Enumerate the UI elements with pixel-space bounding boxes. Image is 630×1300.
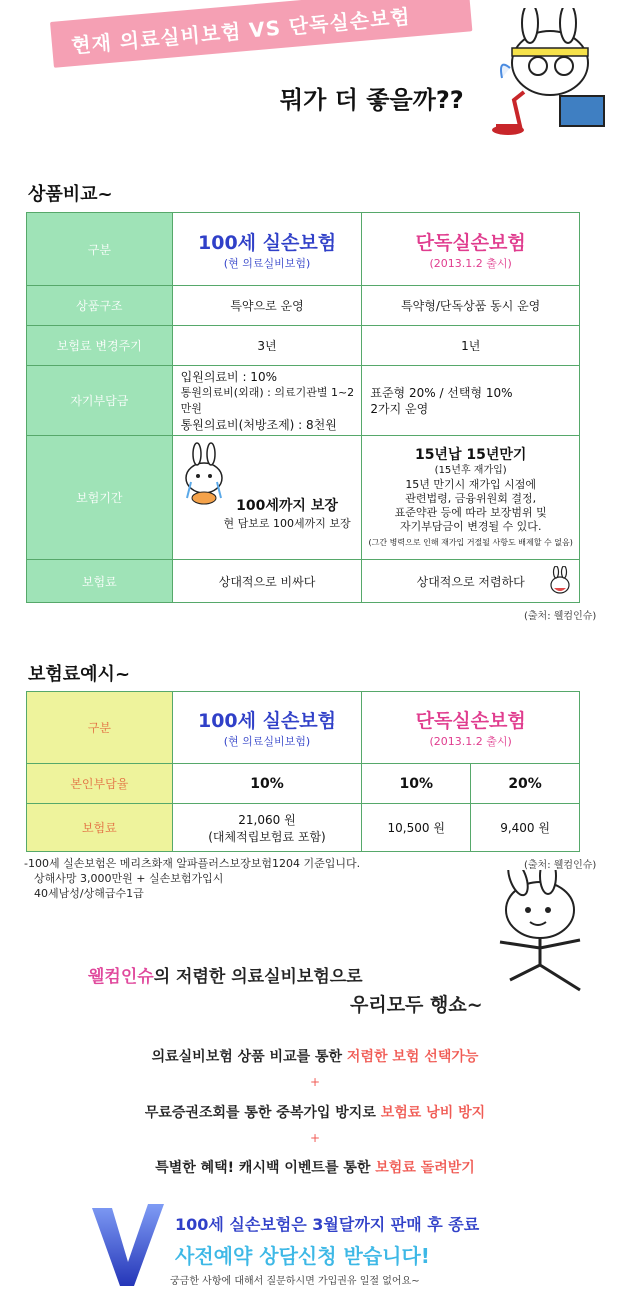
- period-b: [362, 436, 580, 560]
- structure-b: 특약형/단독상품 동시 운영: [362, 286, 580, 326]
- header-banner-text: 현재 의료실비보험 VS 단독실손보험: [70, 4, 412, 58]
- row-label-change-cycle: 보험료 변경주기: [27, 326, 173, 366]
- benefit-accent: 보험료 낭비 방지: [380, 1105, 486, 1121]
- premium-a: 상대적으로 비싸다: [172, 560, 362, 603]
- period-b-line: 15년 만기시 재가입 시점에: [405, 477, 537, 491]
- benefit-accent: 보험료 돌려받기: [375, 1160, 475, 1176]
- checkmark-v-icon: [88, 1200, 168, 1290]
- copay-a-line: 통원의료비(처방조제) : 8천원: [180, 417, 337, 432]
- row-label-structure: 상품구조: [27, 286, 173, 326]
- change-cycle-a: 3년: [172, 326, 362, 366]
- benefit-accent: 저렴한 보험 선택가능: [346, 1049, 479, 1065]
- product-b-sub: (2013.1.2 출시): [429, 256, 512, 270]
- running-rabbit-illustration: [430, 870, 620, 1000]
- example-product-a-sub: (현 의료실비보험): [223, 735, 311, 748]
- structure-a: 특약으로 운영: [172, 286, 362, 326]
- comparison-table: [26, 212, 580, 603]
- example-notes: [24, 856, 360, 901]
- small-rabbit-illustration: [549, 566, 571, 596]
- period-b-sub: (15년후 재가입): [434, 464, 507, 476]
- period-a: [172, 436, 362, 560]
- period-a-sub: 현 담보로 100세까지 보장: [223, 516, 351, 530]
- example-product-b-name: 단독실손보험: [415, 710, 526, 732]
- example-col-label: 구분: [27, 692, 173, 764]
- header-question: 뭐가 더 좋을까??: [280, 86, 464, 114]
- plus-sign: +: [309, 1131, 321, 1145]
- product-b-name: 단독실손보험: [415, 231, 526, 254]
- footer-line2: 사전예약 상담신청 받습니다!: [175, 1244, 430, 1268]
- period-b-line: 자기부담금이 변경될 수 있다.: [399, 519, 542, 533]
- plus-sign: +: [309, 1075, 321, 1089]
- benefit-plain: 의료실비보험 상품 비교를 통한: [151, 1049, 347, 1065]
- row-label-period: 보험기간: [27, 436, 173, 560]
- row-label-copay: 자기부담금: [27, 366, 173, 436]
- copay-a-line: 입원의료비 : 10%: [180, 369, 277, 384]
- change-cycle-b: 1년: [362, 326, 580, 366]
- copay-b-line: 표준형 20% / 선택형 10%: [370, 385, 513, 400]
- benefit-plain: 무료증권조회를 통한 중복가입 방지로: [144, 1105, 381, 1121]
- copay-a: [172, 366, 362, 436]
- slogan-line1: [88, 962, 363, 987]
- premium-b-text: 상대적으로 저렴하다: [416, 574, 525, 589]
- benefit-item: [0, 1046, 630, 1066]
- slogan-brand: 웰컴인슈: [88, 967, 154, 987]
- product-a-sub: (현 의료실비보험): [223, 256, 311, 270]
- period-b-title: 15년납 15년만기: [414, 446, 527, 463]
- benefit-item: [0, 1157, 630, 1177]
- example-table: [26, 691, 580, 852]
- example-premium-a-sub: (대체적립보험료 포함): [208, 829, 326, 844]
- comparison-source: (출처: 웰컴인슈): [524, 611, 597, 622]
- premium-b: [362, 560, 580, 603]
- example-copay-b1: 10%: [362, 764, 471, 804]
- example-note: 40세남성/상해급수1급: [34, 887, 144, 900]
- example-premium-b2: 9,400 원: [471, 804, 580, 852]
- example-row-copay: 본인부담율: [27, 764, 173, 804]
- example-section-title: 보험료예시~: [28, 664, 131, 685]
- example-product-b: [362, 692, 580, 764]
- benefit-item: [0, 1102, 630, 1122]
- example-product-a-name: 100세 실손보험: [197, 710, 337, 732]
- example-copay-a: 10%: [172, 764, 362, 804]
- period-b-line: 관련법령, 금융위원회 결정,: [405, 491, 537, 505]
- example-source: (출처: 웰컴인슈): [524, 860, 597, 871]
- copay-b-line: 2가지 운영: [370, 401, 429, 416]
- slogan-line2: 우리모두 행쇼~: [350, 994, 483, 1016]
- example-product-b-sub: (2013.1.2 출시): [429, 735, 512, 748]
- example-premium-a: [172, 804, 362, 852]
- copay-a-line: 통원의료비(외래) : 의료기관별 1~2만원: [180, 385, 355, 415]
- example-premium-b1: 10,500 원: [362, 804, 471, 852]
- example-copay-b2: 20%: [471, 764, 580, 804]
- example-row-premium: 보험료: [27, 804, 173, 852]
- copay-b: [362, 366, 580, 436]
- comparison-col-label: 구분: [27, 213, 173, 286]
- example-note: 상해사망 3,000만원 + 실손보험가입시: [34, 872, 224, 885]
- example-premium-a-value: 21,060 원: [238, 812, 296, 827]
- reading-rabbit-illustration: [480, 8, 620, 138]
- footer-line3: 궁금한 사항에 대해서 질문하시면 가입권유 일절 없어요~: [170, 1276, 420, 1287]
- period-a-title: 100세까지 보장: [236, 497, 338, 514]
- slogan-line1-rest: 의 저렴한 의료실비보험으로: [153, 967, 363, 987]
- example-note: -100세 실손보험은 메리츠화재 알파플러스보장보험1204 기준입니다.: [24, 857, 361, 870]
- comparison-product-b: [362, 213, 580, 286]
- product-a-name: 100세 실손보험: [198, 231, 337, 254]
- period-b-line: 표준약관 등에 따라 보장범위 및: [394, 505, 547, 519]
- crying-rabbit-illustration: [179, 442, 229, 506]
- comparison-section-title: 상품비교~: [28, 184, 113, 205]
- benefit-plain: 특별한 혜택! 캐시백 이벤트를 통한: [155, 1160, 376, 1176]
- comparison-product-a: [172, 213, 362, 286]
- footer-line1: 100세 실손보험은 3월달까지 판매 후 종료: [175, 1215, 480, 1234]
- example-product-a: [172, 692, 362, 764]
- period-b-note: (그간 병력으로 인해 재가입 거절될 사항도 배제할 수 없음): [368, 537, 573, 547]
- row-label-premium: 보험료: [27, 560, 173, 603]
